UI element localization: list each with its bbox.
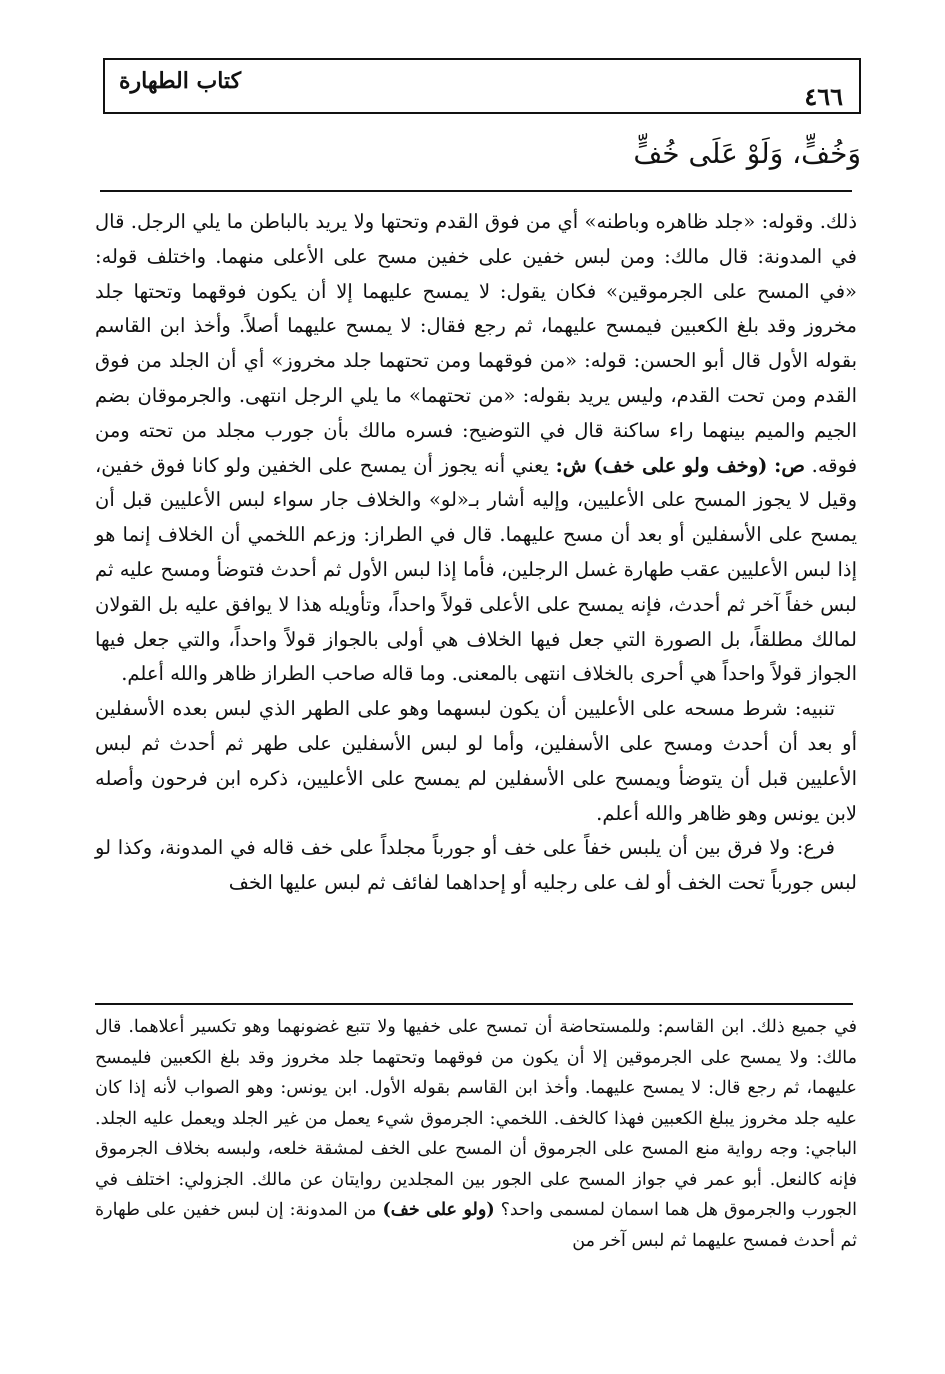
footnote-divider [95,1003,853,1005]
header-title: كتاب الطهارة [119,68,242,94]
commentary-paragraph [95,205,857,692]
footnote-quote: (ولو على خف) [382,1200,495,1220]
tanbih-paragraph: تنبيه: شرط مسحه على الأعليين أن يكون لبسهما وهو على الطهر الذي لبس بعده الأسفلين أو بعد أن أحدث ومسح على الأسفلين، وأما لو لبس الأسفلين على طهر ثم أحدث ثم لبس الأعليين قبل أن يتوضأ ويمسح على الأسفلين لم يمسح على الأعليين، ذكره ابن فرحون وأصله لابن يونس وهو ظاهر والله أعلم. [95,697,857,825]
sad-marker: ص: [774,453,805,477]
matn-quote: (وخف ولو على خف) [593,453,768,477]
commentary-text: ذلك. وقوله: «جلد ظاهره وباطنه» أي من فوق القدم وتحتها ولا يريد بالباطن ما يلي الرجل. قال في المدونة: قال مالك: ومن لبس خفين على خفين مسح على الأعلى منهما. واختلف قوله: «في المسح على الجرموقين» فكان يقول: لا يمسح عليهما إلا أن يكون فوقهما وتحتها جلد مخروز وقد بلغ الكعبين فيمسح عليهما، ثم رجع فقال: لا يمسح عليهما أصلاً. وأخذ ابن القاسم بقوله الأول قال أبو الحسن: قوله: «من فوقهما ومن تحتهما جلد مخروز» أي أن الجلد من فوق القدم ومن تحت القدم، وليس يريد بقوله: «من تحتهما» ما يلي الرجل انتهى. والجرموقان بضم الجيم والميم بينهما راء ساكنة قال في التوضيح: فسره مالك بأن جورب مجلد من تحته ومن فوقه. [95,210,858,477]
footnote-text: في جميع ذلك. ابن القاسم: وللمستحاضة أن تمسح على خفيها ولا تتبع غضونهما وهو تكسير أعلاهما. قال مالك: ولا يمسح على الجرموقين إلا أن يكون من فوقهما وتحتهما جلد مخروز وقد بلغ الكعبين فليمسح عليهما، ثم رجع قال: لا يمسح عليهما. وأخذ ابن القاسم بقوله الأول. ابن يونس: وهو الصواب لأنه إذا كان عليه جلد مخروز يبلغ الكعبين فهذا كالخف. اللخمي: الجرموق شيء يعمل من غير الجلد ويعمل عليه الجلد. الباجي: وجه رواية منع المسح على الجرموق أن المسح على الخف لمشقة خلعه، ولبسه بخلاف الجرموق فإنه كالنعل. أبو عمر في جواز المسح على الجور بين المجلدين روايتان عن مالك. الجزولي: اختلف في الجورب والجرموق هل هما اسمان لمسمى واحد؟ [95,1017,857,1220]
matn-text: وَخُفٍّ، وَلَوْ عَلَى خُفٍّ [633,137,861,170]
far-paragraph: فرع: ولا فرق بين أن يلبس خفاً على خف أو جورباً مجلداً على خف قاله في المدونة، وكذا لو لبس جورباً تحت الخف أو لف على رجليه أو إحداهما لفائف ثم لبس عليها الخف [95,836,857,895]
footnote-paragraph [95,1012,857,1256]
page-number: ٤٦٦ [804,82,843,111]
matn-divider [100,190,852,192]
commentary-body [95,205,857,901]
running-header [103,58,861,114]
sheen-marker: ش: [555,453,587,477]
footnote-body [95,1012,857,1256]
footnote-text-end: من المدونة: إن لبس خفين على طهارة ثم أحدث فمسح عليهما ثم لبس آخر من [95,1200,857,1251]
commentary-text: يعني أنه يجوز أن يمسح على الخفين ولو كانا فوق خفين، وقيل لا يجوز المسح على الأعليين، وإليه أشار بـ«لو» والخلاف جار سواء لبس الأعليين قبل أن يمسح على الأسفلين أو بعد أن مسح عليهما. قال في الطراز: وزعم اللخمي أن الخلاف إنما هو إذا لبس الأعليين عقب طهارة غسل الرجلين، فأما إذا لبس الأول ثم أحدث فتوضأ ومسح عليه ثم لبس خفاً آخر ثم أحدث، فإنه يمسح على الأعلى قولاً واحداً، وتأويله هذا لا يوافق عليه بل القولان لمالك مطلقاً، بل الصورة التي جعل فيها الخلاف هي أولى بالجواز قولاً واحداً، والتي جعل فيها الجواز قولاً واحداً هي أحرى بالخلاف انتهى بالمعنى. وما قاله صاحب الطراز ظاهر والله أعلم. [95,453,857,686]
